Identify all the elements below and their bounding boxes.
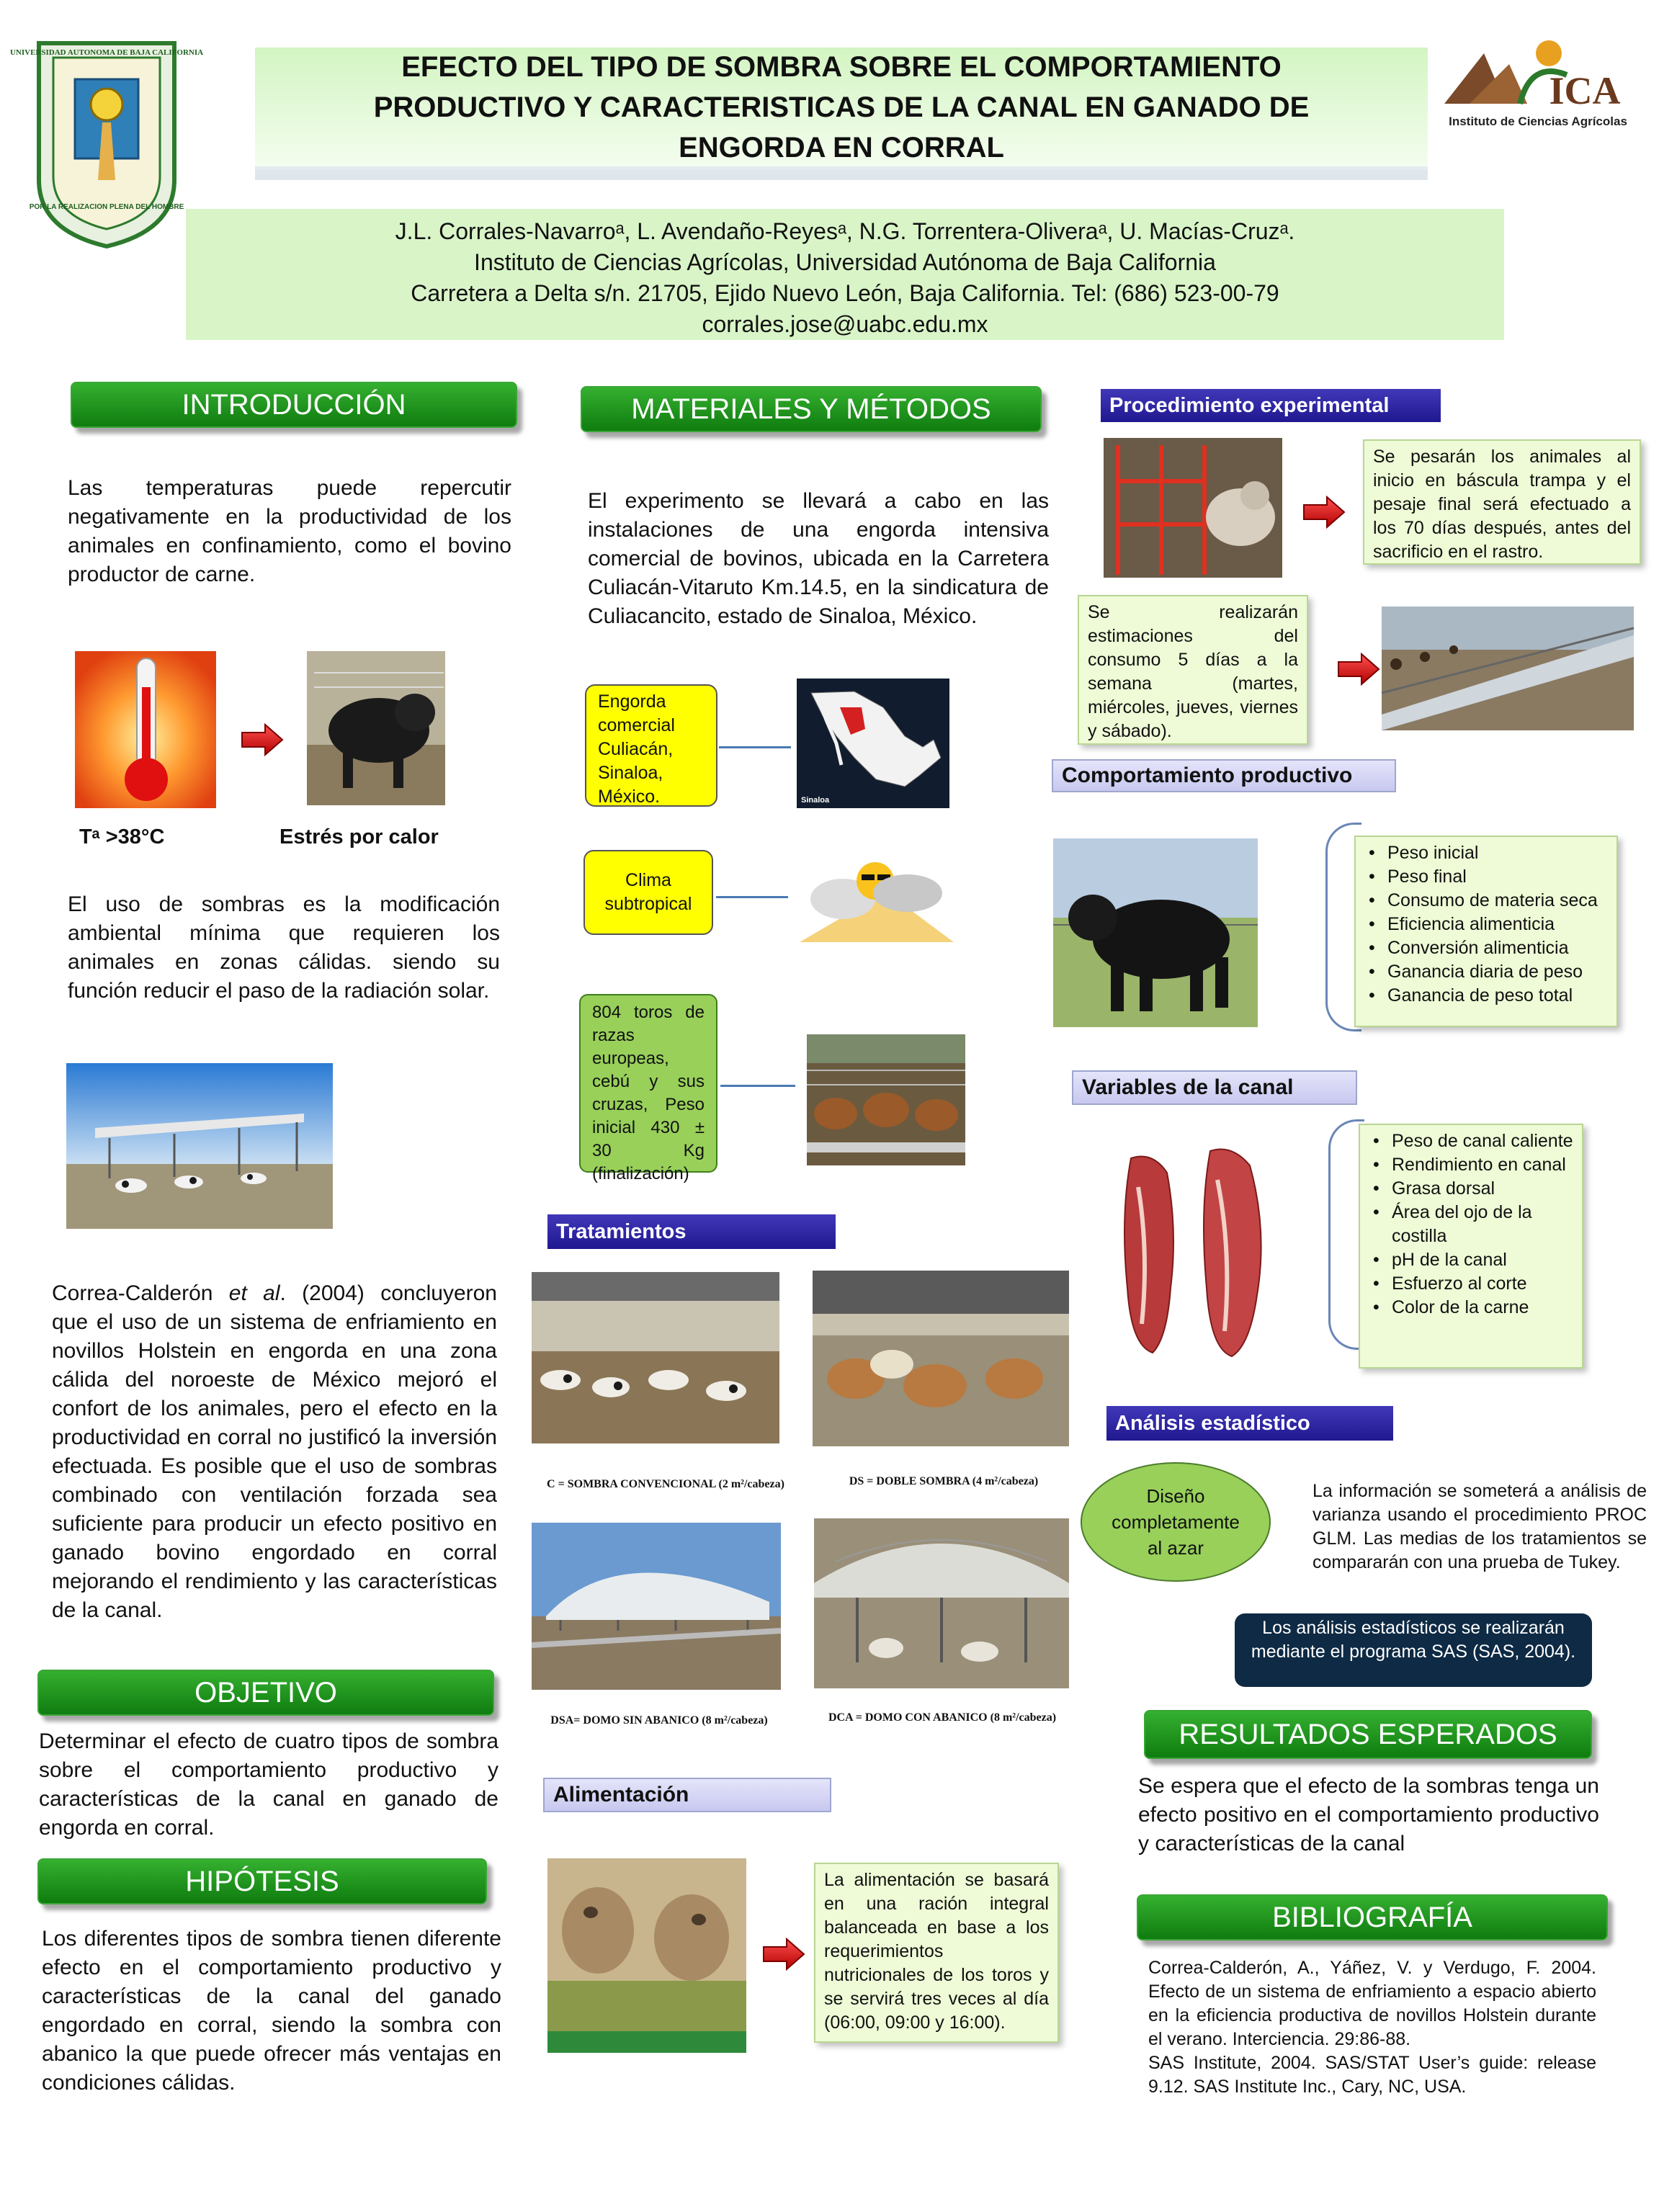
caption-dsa: DSA= DOMO SIN ABANICO (8 m²/cabeza) [550, 1714, 768, 1727]
alimentacion-heading: Alimentación [543, 1778, 831, 1812]
connector-line [719, 746, 791, 748]
climate-box: Clima subtropical [583, 850, 713, 935]
feeding-calves-photo [547, 1858, 746, 2053]
analisis-heading: Análisis estadístico [1106, 1406, 1393, 1441]
reference-2: SAS Institute, 2004. SAS/STAT User’s guide: release 9.12. SAS Institute Inc., Cary, NC, USA. [1148, 2053, 1596, 2097]
procedimiento-box-1: Se pesarán los animales al inicio en báscula trampa y el pesaje final será efectuado a los 70 días después, antes del sacrificio en el rastro. [1363, 439, 1641, 565]
institution: Instituto de Ciencias Agrícolas, Universidad Autónoma de Baja California [474, 249, 1216, 275]
intro-p3-etal: et al [228, 1281, 280, 1305]
list-item: • Peso final [1364, 865, 1608, 889]
caption-ds: DS = DOBLE SOMBRA (4 m²/cabeza) [849, 1475, 1039, 1487]
weather-icon [800, 848, 954, 942]
comportamiento-heading: Comportamiento productivo [1052, 759, 1396, 792]
black-bull-photo [307, 651, 445, 805]
list-item: • Ganancia diaria de peso [1364, 960, 1608, 984]
list-item: • pH de la canal [1369, 1248, 1573, 1272]
intro-paragraph-1: Las temperaturas puede repercutir negativamente en la productividad de los animales en confinamiento, como el bovino productor de carne. [68, 476, 511, 586]
title-line-1: EFECTO DEL TIPO DE SOMBRA SOBRE EL COMPORTAMIENTO [401, 50, 1282, 83]
materiales-text: El experimento se llevará a cabo en las instalaciones de una engorda intensiva comercial de bovinos, ubicada en la Carretera Culiacán-Vitaruto Km.14.5, en la sindicatura de Culiacancito, estado de Sinaloa, México. [588, 489, 1049, 628]
alimentacion-box: La alimentación se basará en una ración integral balanceada en base a los requerimientos nutricionales de los toros y se servirá tres veces al día (06:00, 09:00 y 16:00). [814, 1863, 1059, 2043]
mexico-map [797, 679, 949, 808]
title-divider [255, 170, 1428, 180]
reference-1: Correa-Calderón, A., Yáñez, V. y Verdugo, F. 2004. Efecto de un sistema de enfriamiento a espacio abierto en la eficiencia productiva de novillos Holstein durante el verano. Interciencia. 29:86-88. [1148, 1958, 1596, 2049]
list-item: • Conversión alimenticia [1364, 936, 1608, 960]
bulls-box: 804 toros de razas europeas, cebú y sus cruzas, Peso inicial 430 ± 30 Kg (finalización) [579, 994, 717, 1173]
resultados-heading: RESULTADOS ESPERADOS [1144, 1710, 1592, 1759]
sas-box: Los análisis estadísticos se realizarán mediante el programa SAS (SAS, 2004). [1235, 1613, 1592, 1687]
connector-line [720, 1085, 795, 1087]
design-ellipse: Diseño completamente al azar [1081, 1462, 1271, 1582]
title-line-3: ENGORDA EN CORRAL [679, 131, 1004, 164]
procedimiento-box-2: Se realizarán estimaciones del consumo 5 días a la semana (martes, miércoles, jueves, viernes y sábado). [1078, 595, 1308, 745]
svg-text:ICA: ICA [1549, 69, 1621, 112]
analisis-text: La información se someterá a análisis de varianza usando el procedimiento PROC GLM. Las medias de los tratamientos se compararán con una prueba de Tukey. [1313, 1481, 1647, 1572]
svg-text:Instituto de Ciencias Agrícola: Instituto de Ciencias Agrícolas [1449, 115, 1627, 128]
shade-structure-photo [66, 1063, 333, 1229]
authors-box [186, 209, 1504, 340]
intro-paragraph-2: El uso de sombras es la modificación ambiental mínima que requieren los animales en zonas cálidas. siendo su función reducir el paso de la radiación solar. [68, 892, 500, 1003]
svg-text:POR LA REALIZACION PLENA DEL H: POR LA REALIZACION PLENA DEL HOMBRE [29, 203, 184, 211]
tratamientos-heading: Tratamientos [547, 1214, 836, 1249]
treatment-dsa-photo [532, 1523, 781, 1690]
intro-paragraph-3 [52, 1279, 497, 1625]
caption-c: C = SOMBRA CONVENCIONAL (2 m²/cabeza) [547, 1478, 784, 1490]
title-line-2: PRODUCTIVO Y CARACTERISTICAS DE LA CANAL EN GANADO DE [373, 91, 1310, 123]
arrow-icon [1337, 653, 1380, 686]
objetivo-heading: OBJETIVO [37, 1670, 494, 1716]
email: corrales.jose@uabc.edu.mx [702, 311, 988, 337]
arrow-icon [762, 1938, 805, 1971]
comportamiento-list-box [1354, 836, 1618, 1027]
canal-list-box [1359, 1124, 1583, 1369]
intro-heading: INTRODUCCIÓN [71, 382, 517, 428]
address: Carretera a Delta s/n. 21705, Ejido Nuevo León, Baja California. Tel: (686) 523-00-79 [411, 280, 1279, 306]
canal-heading: Variables de la canal [1072, 1070, 1357, 1105]
treatment-c-photo [532, 1272, 779, 1443]
feed-bunk-photo [1382, 606, 1634, 730]
feedlot-bulls-photo [807, 1034, 965, 1165]
list-item: • Grasa dorsal [1369, 1177, 1573, 1201]
poster-title [255, 48, 1428, 170]
uabc-seal [9, 36, 204, 252]
bibliografia-heading: BIBLIOGRAFÍA [1137, 1894, 1608, 1940]
svg-text:Sinaloa: Sinaloa [801, 796, 830, 805]
carcass-photo [1109, 1144, 1282, 1360]
list-item: • Rendimiento en canal [1369, 1153, 1573, 1177]
arrow-icon [241, 723, 284, 756]
procedimiento-heading: Procedimiento experimental [1101, 389, 1441, 422]
hipotesis-text: Los diferentes tipos de sombra tienen diferente efecto en el comportamiento productivo y características de la canal del ganado engordado en corral, siendo la sombra con abanico la que puede ofrecer más ventajas en condiciones cálidas. [42, 1927, 501, 2095]
angus-bull-photo [1053, 838, 1258, 1027]
caption-dca: DCA = DOMO CON ABANICO (8 m²/cabeza) [828, 1711, 1057, 1724]
thermometer-image [75, 651, 216, 808]
hipotesis-heading: HIPÓTESIS [37, 1858, 487, 1904]
intro-p3-rest: . (2004) concluyeron que el uso de un sistema de enfriamiento en novillos Holstein en engorda en una zona cálida del noroeste de México mejoró el confort de los animales, pero el efecto en la productividad en corral no justificó la inversión efectuada. Es posible que el uso de sombras combinado con ventilación forzada sea suficiente para producir un efecto positivo en ganado bovino engordado en corral mejorando el rendimiento y las características de la canal. [52, 1281, 497, 1622]
list-item: • Peso inicial [1364, 841, 1608, 865]
list-item: • Color de la carne [1369, 1296, 1573, 1320]
list-item: • Área del ojo de la costilla [1369, 1201, 1573, 1248]
materiales-heading: MATERIALES Y MÉTODOS [581, 386, 1042, 432]
comportamiento-list [1364, 841, 1608, 1008]
ica-logo [1441, 32, 1635, 140]
heat-stress-label: Estrés por calor [280, 825, 439, 848]
list-item: • Ganancia de peso total [1364, 984, 1608, 1008]
svg-text:UNIVERSIDAD AUTONOMA DE BAJA C: UNIVERSIDAD AUTONOMA DE BAJA CALIFORNIA [9, 48, 204, 57]
treatment-dca-photo [814, 1518, 1069, 1688]
list-item: • Consumo de materia seca [1364, 889, 1608, 913]
canal-list [1369, 1129, 1573, 1320]
list-item: • Eficiencia alimenticia [1364, 913, 1608, 936]
treatment-ds-photo [813, 1271, 1069, 1446]
location-box: Engorda comercial Culiacán, Sinaloa, México. [585, 684, 717, 807]
bibliografia-list [1148, 1956, 1596, 2099]
scale-trap-photo [1104, 438, 1282, 578]
resultados-text: Se espera que el efecto de la sombras tenga un efecto positivo en el comportamiento productivo y características de la canal [1138, 1774, 1599, 1855]
arrow-icon [1302, 496, 1346, 529]
list-item: • Peso de canal caliente [1369, 1129, 1573, 1153]
authors: J.L. Corrales-Navarroᵃ, L. Avendaño-Reyesᵃ, N.G. Torrentera-Oliveraᵃ, U. Macías-Cruzᵃ. [395, 218, 1295, 244]
connector-line [716, 896, 788, 898]
objetivo-text: Determinar el efecto de cuatro tipos de sombra sobre el comportamiento productivo y características de la canal en ganado de engorda en corral. [39, 1729, 498, 1840]
intro-p3-start: Correa-Calderón [52, 1281, 229, 1305]
temperature-label: Tᵃ >38°C [79, 825, 165, 848]
list-item: • Esfuerzo al corte [1369, 1272, 1573, 1296]
